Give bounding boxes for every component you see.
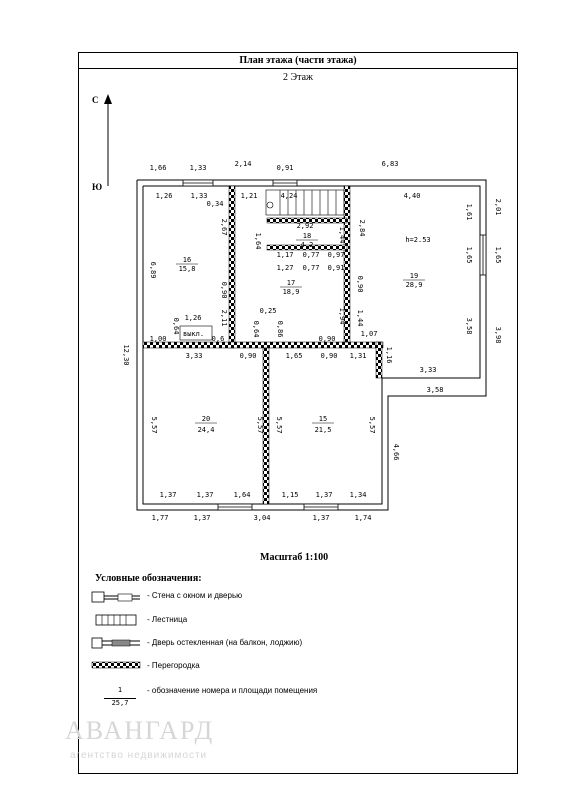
room-20-area: 24,4 <box>197 426 215 434</box>
watermark-logo: АВАНГАРД <box>65 716 215 745</box>
dimension-label: 1,15 <box>281 491 299 499</box>
dimension-label: 5,57 <box>368 416 376 434</box>
dimension-label: 1,37 <box>312 514 330 522</box>
dimension-label: 1,31 <box>349 352 367 360</box>
compass-south: Ю <box>92 182 103 192</box>
dimension-label: 3,33 <box>419 366 437 374</box>
dimension-label: 1,64 <box>233 491 251 499</box>
dimension-label: 1,26 <box>155 192 173 200</box>
dimension-label: 3,58 <box>426 386 444 394</box>
dimension-label: 1,27 <box>276 264 294 272</box>
dimension-label: 1,64 <box>254 232 262 250</box>
dimension-label: 2,11 <box>220 309 228 327</box>
dimension-label: 1,44 <box>338 226 346 244</box>
room-19-area: 28,9 <box>405 281 423 289</box>
closet-label: выкл. <box>183 330 205 338</box>
dimension-label: 1,37 <box>196 491 214 499</box>
legend-sample-area: 25,7 <box>104 698 136 707</box>
dimension-label: 1,33 <box>189 164 207 172</box>
dimension-label: 1,74 <box>354 514 372 522</box>
room-17-number: 17 <box>286 279 296 287</box>
dimension-label: 0,90 <box>356 275 364 293</box>
room-labels <box>176 232 431 434</box>
dimension-label: 0,97 <box>327 251 345 259</box>
north-arrow-icon <box>104 94 112 104</box>
dimension-label: 0,64 <box>252 320 260 338</box>
dimension-label: 1,94 <box>338 307 346 325</box>
dimension-label: 0,86 <box>276 320 284 338</box>
dimension-label: 5,57 <box>275 416 283 434</box>
partition-icon <box>90 660 144 670</box>
dimension-label: 3,58 <box>465 317 473 335</box>
dimension-label: 1,34 <box>349 491 367 499</box>
dimension-label: 1,17 <box>276 251 294 259</box>
dimension-label: 0,90 <box>220 281 228 299</box>
dimension-label: 5,57 <box>150 416 158 434</box>
dimension-label: 0,90 <box>239 352 257 360</box>
legend-sample-number: 1 <box>117 686 123 694</box>
room-16-area: 15,8 <box>178 265 196 273</box>
dimension-label: 1,61 <box>465 203 473 221</box>
compass <box>92 94 112 192</box>
dimension-label: 1,37 <box>315 491 333 499</box>
room-15-area: 21,5 <box>314 426 332 434</box>
plan-title: План этажа (части этажа) <box>78 53 518 69</box>
legend-title: Условные обозначения: <box>95 573 202 584</box>
dimension-label: 6,83 <box>381 160 399 168</box>
partitions <box>143 186 383 504</box>
dimension-label: 1,65 <box>494 246 502 264</box>
room-17-area: 18,9 <box>282 288 300 296</box>
dimension-label: 1,07 <box>360 330 378 338</box>
dimension-label: 0,77 <box>302 251 320 259</box>
dimension-label: 3,33 <box>185 352 203 360</box>
watermark-tagline: агентство недвижимости <box>70 750 208 761</box>
dimension-label: 1,37 <box>193 514 211 522</box>
dimension-label: 0,77 <box>302 264 320 272</box>
dimension-label: 1,00 <box>149 335 167 343</box>
stair-icon <box>90 612 144 628</box>
legend-partition: - Перегородка <box>147 661 200 670</box>
legend-wall: - Стена с окном и дверью <box>147 591 243 600</box>
room-20-number: 20 <box>201 415 211 423</box>
dimension-label: 12,30 <box>122 344 130 366</box>
glass-door-icon <box>90 636 144 650</box>
dimension-label: 1,26 <box>184 314 202 322</box>
legend-glass-door: - Дверь остекленная (на балкон, лоджию) <box>147 638 303 647</box>
dimension-label: 0,90 <box>320 352 338 360</box>
dimension-label: 2,14 <box>234 160 252 168</box>
dimension-label: 0,34 <box>206 200 224 208</box>
wall-window-door-icon <box>90 590 144 604</box>
dimension-label: 2,92 <box>296 222 314 230</box>
dimension-label: 2,67 <box>220 218 228 236</box>
dimension-label: 0,6 <box>211 335 225 343</box>
room-19-height: h=2.53 <box>405 236 431 244</box>
dimension-label: 1,65 <box>285 352 303 360</box>
dimension-label: 1,66 <box>149 164 167 172</box>
room-18-number: 18 <box>302 232 312 240</box>
legend-room-id: - обозначение номера и площади помещения <box>147 686 318 695</box>
legend-stair: - Лестница <box>147 615 188 624</box>
scale-label: Масштаб 1:100 <box>260 552 329 563</box>
room-19-number: 19 <box>409 272 419 280</box>
dimension-label: 0,64 <box>172 317 180 335</box>
dimension-label: 1,16 <box>385 346 393 364</box>
dimension-label: 4,40 <box>403 192 421 200</box>
dimension-label: 2,01 <box>494 198 502 216</box>
room-16-number: 16 <box>182 256 192 264</box>
dimension-label: 2,84 <box>358 219 366 237</box>
dimension-label: 1,77 <box>151 514 169 522</box>
dimension-label: 4,24 <box>280 192 298 200</box>
dimension-label: 1,44 <box>356 309 364 327</box>
dimension-label: 1,21 <box>240 192 258 200</box>
dimension-label: 3,04 <box>253 514 271 522</box>
dimension-label: 1,33 <box>190 192 208 200</box>
dimension-label: 3,98 <box>494 326 502 344</box>
dimension-label: 5,57 <box>256 416 264 434</box>
dimension-label: 6,89 <box>149 261 157 279</box>
compass-north: С <box>92 95 99 105</box>
dimension-label: 0,91 <box>327 264 345 272</box>
dimension-label: 1,37 <box>159 491 177 499</box>
dimension-label: 4,66 <box>392 443 400 461</box>
room-18-area: 4,2 <box>300 241 314 249</box>
room-15-number: 15 <box>318 415 328 423</box>
dimension-label: 1,65 <box>465 246 473 264</box>
dimension-label: 0,90 <box>318 335 336 343</box>
dimension-label: 0,91 <box>276 164 294 172</box>
stair-symbol <box>266 190 344 215</box>
floor-label: 2 Этаж <box>283 72 313 83</box>
dimension-label: 0,25 <box>259 307 277 315</box>
